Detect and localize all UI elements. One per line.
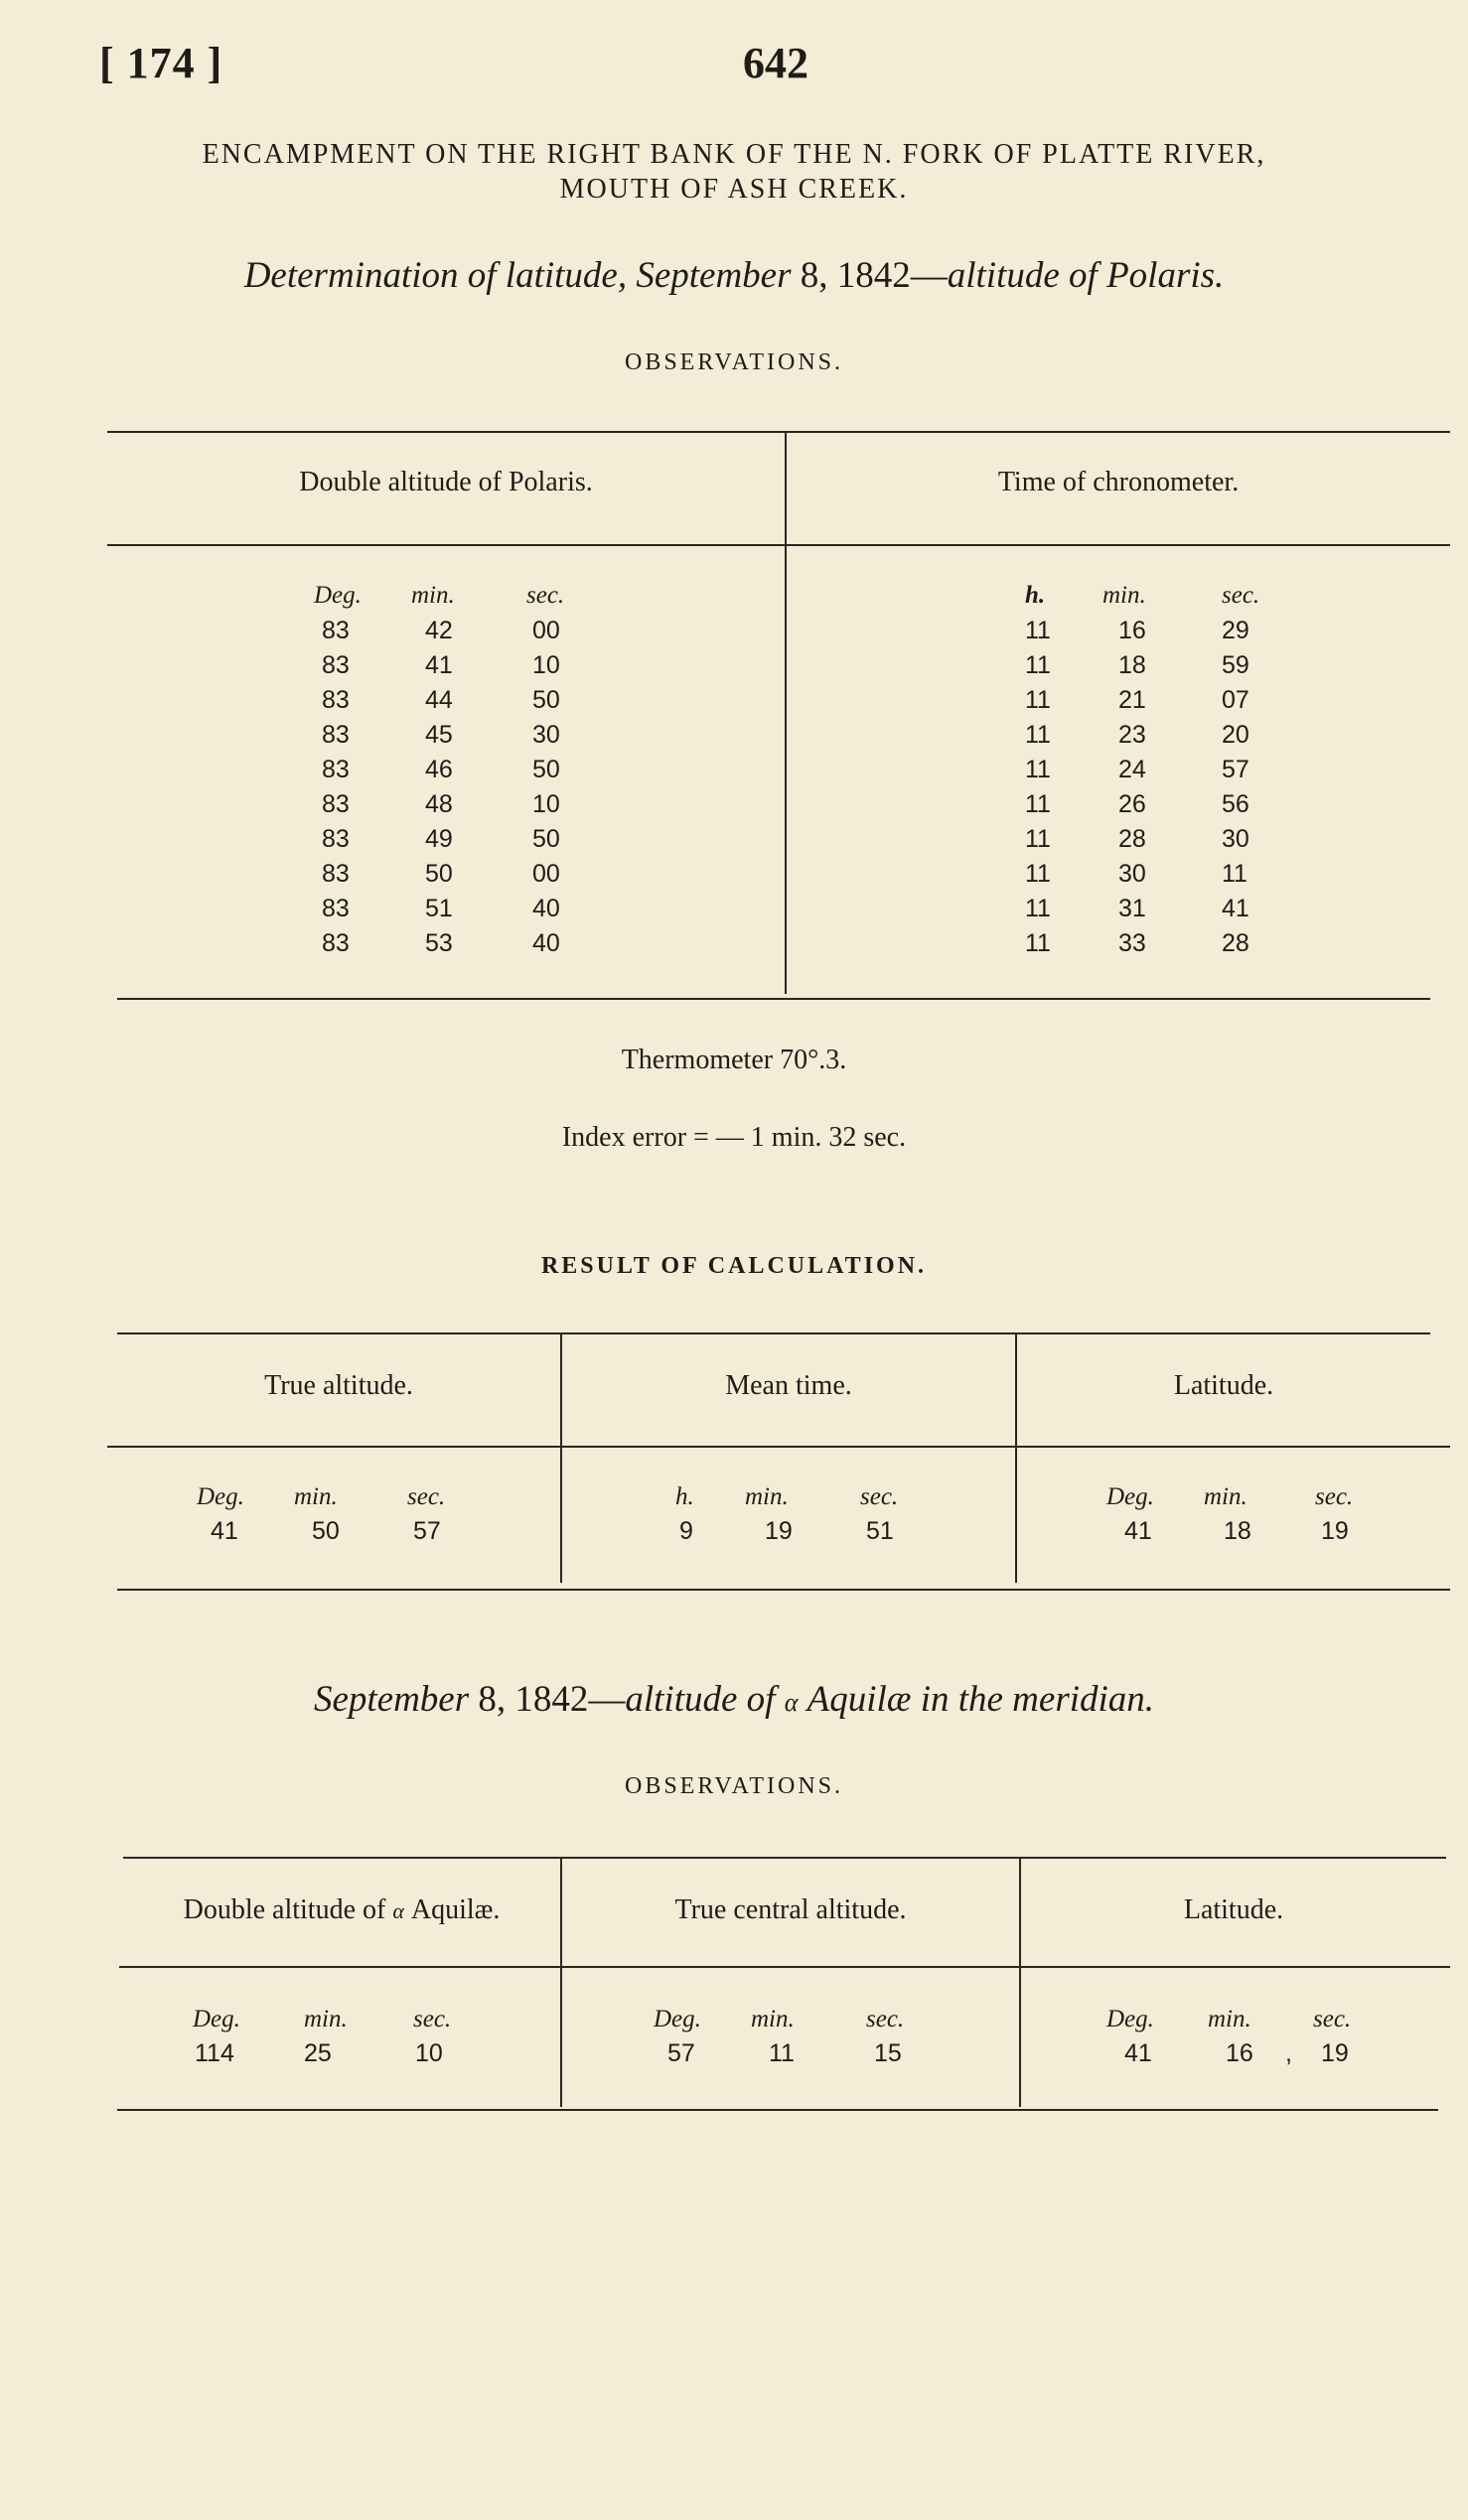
row-sec: 50 xyxy=(532,756,560,783)
table1-header-rule xyxy=(107,544,1450,546)
row-tmin: 16 xyxy=(1118,617,1146,644)
table2-unit-min: min. xyxy=(304,2006,348,2032)
row-tmin: 30 xyxy=(1118,860,1146,888)
row-deg: 83 xyxy=(322,721,350,749)
row-tmin: 31 xyxy=(1118,895,1146,922)
result-time-sec: 51 xyxy=(866,1517,894,1545)
table2-central-unit-deg: Deg. xyxy=(654,2006,701,2032)
row-min: 53 xyxy=(425,929,453,957)
row-deg: 83 xyxy=(322,651,350,679)
table2-col1-alpha: α xyxy=(392,1898,404,1923)
row-tsec: 20 xyxy=(1222,721,1249,749)
row-h: 11 xyxy=(1025,929,1051,957)
table2-lat-unit-min: min. xyxy=(1208,2006,1251,2032)
result-unit-h: h. xyxy=(675,1483,694,1510)
aquilae-latitude-deg: 41 xyxy=(1124,2039,1152,2067)
table-row xyxy=(0,617,1468,650)
row-tmin: 24 xyxy=(1118,756,1146,783)
table-row xyxy=(0,929,1468,963)
row-tmin: 26 xyxy=(1118,790,1146,818)
result-unit-lat-deg: Deg. xyxy=(1106,1483,1154,1510)
table2-top-rule xyxy=(123,1857,1446,1859)
observations-label-1: OBSERVATIONS. xyxy=(624,350,843,375)
table-row xyxy=(0,860,1468,894)
result-unit-deg: Deg. xyxy=(197,1483,244,1510)
row-deg: 83 xyxy=(322,686,350,714)
section1-title-c: altitude of Polaris. xyxy=(947,255,1225,296)
location-line-2: MOUTH OF ASH CREEK. xyxy=(559,174,909,205)
row-sec: 40 xyxy=(532,929,560,957)
aquilae-double-altitude-deg: 114 xyxy=(195,2039,234,2067)
result-table-bottom-rule xyxy=(117,1589,1450,1591)
row-deg: 83 xyxy=(322,756,350,783)
table2-unit-deg: Deg. xyxy=(193,2006,240,2032)
row-h: 11 xyxy=(1025,721,1051,749)
table2-col1-a: Double altitude of xyxy=(183,1894,393,1925)
result-unit-tsec: sec. xyxy=(860,1483,899,1510)
row-tsec: 11 xyxy=(1222,860,1248,888)
table2-central-unit-min: min. xyxy=(751,2006,795,2032)
result-col-latitude: Latitude. xyxy=(1173,1370,1274,1401)
row-tsec: 07 xyxy=(1222,686,1249,714)
unit-h: h. xyxy=(1025,582,1046,609)
section2-title-a: September xyxy=(313,1679,470,1720)
table-row xyxy=(0,651,1468,685)
table2-col-latitude: Latitude. xyxy=(1183,1894,1284,1925)
result-altitude-sec: 57 xyxy=(413,1517,441,1545)
section2-title-d: Aquilæ in the meridian. xyxy=(798,1679,1155,1720)
unit-tsec: sec. xyxy=(1222,582,1260,609)
section1-title-b: 8, 1842— xyxy=(791,255,948,296)
table2-central-unit-sec: sec. xyxy=(866,2006,905,2032)
row-sec: 50 xyxy=(532,825,560,853)
aquilae-double-altitude-min: 25 xyxy=(304,2039,332,2067)
table-row xyxy=(0,686,1468,720)
index-error: Index error = — 1 min. 32 sec. xyxy=(561,1122,907,1153)
table2-col-double-altitude xyxy=(123,1894,560,1926)
aquilae-true-central-deg: 57 xyxy=(667,2039,695,2067)
aquilae-true-central-min: 11 xyxy=(769,2039,795,2067)
table2-lat-unit-sec: sec. xyxy=(1313,2006,1352,2032)
row-h: 11 xyxy=(1025,790,1051,818)
table-row xyxy=(0,721,1468,755)
unit-deg: Deg. xyxy=(314,582,362,609)
table2-col1-b: Aquilæ. xyxy=(403,1894,501,1925)
result-values-row xyxy=(0,1517,1468,1551)
result-col-mean-time: Mean time. xyxy=(725,1370,852,1401)
row-min: 42 xyxy=(425,617,453,644)
page-number: 642 xyxy=(743,39,808,87)
row-min: 51 xyxy=(425,895,453,922)
row-h: 11 xyxy=(1025,895,1051,922)
result-altitude-min: 50 xyxy=(312,1517,340,1545)
row-deg: 83 xyxy=(322,895,350,922)
row-sec: 30 xyxy=(532,721,560,749)
row-tsec: 59 xyxy=(1222,651,1249,679)
row-tsec: 56 xyxy=(1222,790,1249,818)
result-col-true-altitude: True altitude. xyxy=(264,1370,413,1401)
result-latitude-deg: 41 xyxy=(1124,1517,1152,1545)
row-min: 49 xyxy=(425,825,453,853)
section2-title-alpha: α xyxy=(784,1688,799,1717)
row-h: 11 xyxy=(1025,651,1051,679)
table-row xyxy=(0,790,1468,824)
table1-col-right-header: Time of chronometer. xyxy=(997,467,1240,497)
result-table-top-rule xyxy=(117,1332,1430,1334)
row-min: 41 xyxy=(425,651,453,679)
row-h: 11 xyxy=(1025,617,1051,644)
row-tmin: 33 xyxy=(1118,929,1146,957)
table1-top-rule xyxy=(107,431,1450,433)
row-deg: 83 xyxy=(322,860,350,888)
row-tmin: 21 xyxy=(1118,686,1146,714)
aquilae-latitude-min: 16 xyxy=(1226,2039,1253,2067)
row-min: 45 xyxy=(425,721,453,749)
location-line-1: ENCAMPMENT ON THE RIGHT BANK OF THE N. FORK OF PLATTE RIVER, xyxy=(202,139,1266,170)
row-min: 50 xyxy=(425,860,453,888)
row-sec: 10 xyxy=(532,651,560,679)
table-row xyxy=(0,825,1468,859)
aquilae-latitude-separator: , xyxy=(1285,2039,1292,2067)
result-altitude-deg: 41 xyxy=(211,1517,238,1545)
aquilae-latitude-sec: 19 xyxy=(1321,2039,1349,2067)
row-deg: 83 xyxy=(322,617,350,644)
table-row xyxy=(0,756,1468,789)
row-min: 46 xyxy=(425,756,453,783)
result-time-h: 9 xyxy=(679,1517,693,1545)
row-tmin: 18 xyxy=(1118,651,1146,679)
row-tsec: 29 xyxy=(1222,617,1249,644)
result-unit-sec: sec. xyxy=(407,1483,446,1510)
row-sec: 00 xyxy=(532,617,560,644)
row-h: 11 xyxy=(1025,860,1051,888)
row-deg: 83 xyxy=(322,929,350,957)
section2-title-c: altitude of xyxy=(625,1679,785,1720)
section2-title-b: 8, 1842— xyxy=(469,1679,626,1720)
observations-label-2: OBSERVATIONS. xyxy=(624,1773,843,1799)
row-h: 11 xyxy=(1025,756,1051,783)
table1-col-left-header: Double altitude of Polaris. xyxy=(299,467,593,497)
result-of-calculation-label: RESULT OF CALCULATION. xyxy=(540,1253,928,1279)
table2-unit-sec: sec. xyxy=(413,2006,452,2032)
row-sec: 50 xyxy=(532,686,560,714)
row-tmin: 23 xyxy=(1118,721,1146,749)
row-tsec: 41 xyxy=(1222,895,1249,922)
result-time-min: 19 xyxy=(765,1517,793,1545)
table2-col-true-central-altitude: True central altitude. xyxy=(674,1894,907,1925)
result-unit-lat-sec: sec. xyxy=(1315,1483,1354,1510)
table2-lat-unit-deg: Deg. xyxy=(1106,2006,1154,2032)
row-tmin: 28 xyxy=(1118,825,1146,853)
table2-bottom-rule xyxy=(117,2109,1438,2111)
result-unit-lat-min: min. xyxy=(1204,1483,1248,1510)
row-h: 11 xyxy=(1025,825,1051,853)
aquilae-true-central-sec: 15 xyxy=(874,2039,902,2067)
row-min: 48 xyxy=(425,790,453,818)
unit-min: min. xyxy=(411,582,455,609)
result-latitude-min: 18 xyxy=(1224,1517,1251,1545)
table2-header-rule xyxy=(119,1966,1450,1968)
row-tsec: 28 xyxy=(1222,929,1249,957)
thermometer-reading: Thermometer 70°.3. xyxy=(621,1045,847,1075)
table-row xyxy=(0,895,1468,928)
row-deg: 83 xyxy=(322,790,350,818)
table2-values-row xyxy=(0,2039,1468,2073)
row-deg: 83 xyxy=(322,825,350,853)
result-table-header-rule xyxy=(107,1446,1450,1448)
page-bracket-number: [ 174 ] xyxy=(99,39,223,87)
result-unit-tmin: min. xyxy=(745,1483,789,1510)
table1-bottom-rule xyxy=(117,998,1430,1000)
section1-title xyxy=(0,254,1468,297)
result-unit-min: min. xyxy=(294,1483,338,1510)
row-tsec: 57 xyxy=(1222,756,1249,783)
unit-tmin: min. xyxy=(1102,582,1146,609)
row-sec: 10 xyxy=(532,790,560,818)
row-tsec: 30 xyxy=(1222,825,1249,853)
unit-sec: sec. xyxy=(526,582,565,609)
section1-title-a: Determination of latitude, September xyxy=(243,255,792,296)
result-latitude-sec: 19 xyxy=(1321,1517,1349,1545)
row-sec: 00 xyxy=(532,860,560,888)
row-h: 11 xyxy=(1025,686,1051,714)
section2-title xyxy=(0,1678,1468,1721)
aquilae-double-altitude-sec: 10 xyxy=(415,2039,443,2067)
row-sec: 40 xyxy=(532,895,560,922)
row-min: 44 xyxy=(425,686,453,714)
